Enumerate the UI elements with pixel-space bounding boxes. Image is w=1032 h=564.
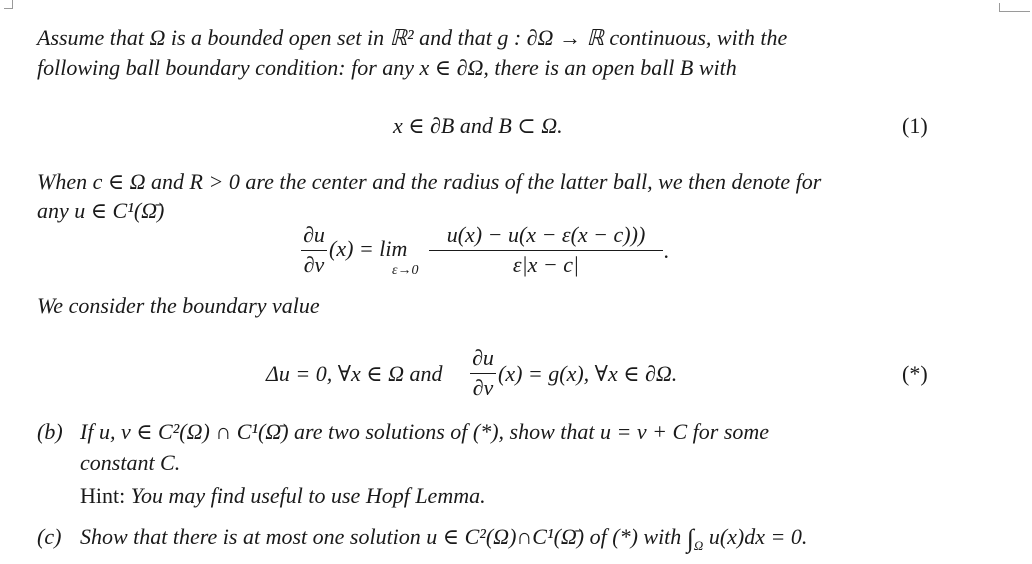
eq2-lhs-denominator: ∂ν bbox=[303, 252, 325, 277]
page-corner-mark-right bbox=[999, 3, 1030, 12]
eq3-tag: (*) bbox=[902, 361, 928, 386]
eq3-bar bbox=[470, 373, 496, 374]
integral-sign: ∫ bbox=[686, 524, 694, 553]
eq2-lhs-bar bbox=[301, 250, 327, 251]
para2-line-2: any u ∈ C¹(Ω̄) bbox=[37, 198, 165, 223]
eq3-fraction bbox=[470, 347, 496, 399]
hint-text: You may find useful to use Hopf Lemma. bbox=[130, 483, 486, 508]
eq2-rhs-numerator: u(x) − u(x − ε(x − c))) bbox=[446, 222, 646, 247]
eq3-denominator: ∂ν bbox=[472, 375, 494, 400]
eq3-right: (x) = g(x), ∀x ∈ ∂Ω. bbox=[498, 361, 678, 386]
item-b-label: (b) bbox=[37, 419, 63, 444]
eq2-lhs-numerator: ∂u bbox=[303, 222, 325, 247]
eq2-lhs-argument: (x) = lim bbox=[329, 236, 408, 261]
item-c-text: Show that there is at most one solution u ∈ C²(Ω)∩C¹(Ω̄) of (*) with bbox=[80, 524, 682, 549]
eq2-limit-subscript: ε→0 bbox=[392, 263, 419, 278]
intro-line-1: Assume that Ω is a bounded open set in ℝ² and that g : ∂Ω → ℝ continuous, with the bbox=[37, 25, 788, 50]
eq2-rhs-denominator: ε|x − c| bbox=[512, 252, 580, 277]
para2-line-1: When c ∈ Ω and R > 0 are the center and the radius of the latter ball, we then denote for bbox=[37, 169, 822, 194]
intro-line-2: following ball boundary condition: for any x ∈ ∂Ω, there is an open ball B with bbox=[37, 55, 737, 80]
integral-domain: Ω bbox=[693, 538, 704, 553]
item-c-tail: u(x)dx = 0. bbox=[708, 524, 808, 549]
eq2-end: . bbox=[664, 238, 670, 263]
eq2-rhs-fraction bbox=[429, 224, 663, 276]
eq3-left: Δu = 0, ∀x ∈ Ω and bbox=[266, 361, 443, 386]
para3-line-1: We consider the boundary value bbox=[37, 293, 320, 318]
item-c-label: (c) bbox=[37, 524, 62, 549]
item-b-line-2: constant C. bbox=[80, 450, 181, 475]
page-corner-mark-left bbox=[4, 0, 13, 9]
equation-1-tag: (1) bbox=[902, 113, 928, 138]
item-b-line-1: If u, v ∈ C²(Ω) ∩ C¹(Ω̄) are two solutions of (*), show that u = v + C for some bbox=[80, 419, 770, 444]
eq2-lhs-fraction bbox=[301, 224, 327, 276]
hint-label: Hint: bbox=[80, 483, 126, 508]
item-c-line bbox=[80, 526, 807, 552]
eq2-rhs-bar bbox=[429, 250, 663, 251]
hint-line bbox=[80, 485, 486, 507]
eq3-numerator: ∂u bbox=[472, 345, 494, 370]
equation-1: x ∈ ∂B and B ⊂ Ω. bbox=[393, 113, 563, 138]
